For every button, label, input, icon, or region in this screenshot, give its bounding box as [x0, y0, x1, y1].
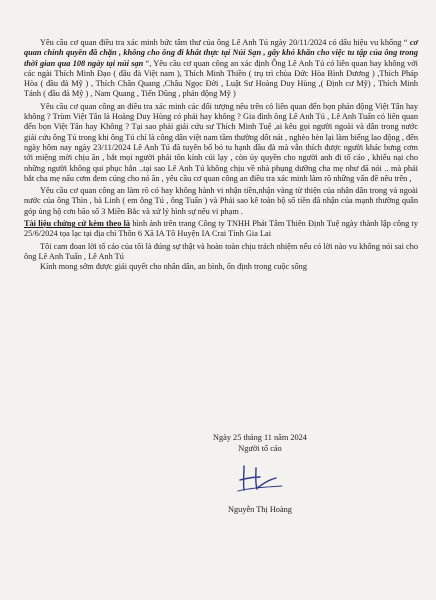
- evidence-text: hình ảnh trên trang Công ty TNHH Phát Tâm Thiên Định Tuệ ngày thành lập công ty 25/6/2024 tọa lạc tại địa chỉ Thôn 6 Xã IA Tô Huyện IA Crai Tỉnh Gia Lai: [24, 219, 418, 239]
- p1-quote: cơ quan chính quyền đã chặn , không cho ông đi khất thực tại Núi Sạn , gây khó khăn cho việc tu tập của ông trong thời gian qua 108 ngày tại núi sạn: [24, 38, 418, 68]
- paragraph-2: Yêu cầu cơ quan công an điều tra xác minh các đối tượng nêu trên có liên quan đến bọn phản động Việt Tân hay không ? Trùm Việt Tân là Hoàng Duy Hùng có phải hay không ? Gia đình ông Lê Anh Tú , Lê Anh Tuấn có liên quan đến bọn Việt Tân hay Không ? Tại sao phải giải cứu sư Thích Minh Tuệ ,ai kêu gọi người ngoài và dân trong nước giải cứu ông Tú trong khi ông Tú chỉ là công dân việt nam tầm thường dốt nát , nghèo hèn lại làm biếng lao động , đến ngày hôm nay ngày 23/11/2024 Lê Anh Tú đã tuyên bố bỏ tu hạnh đầu đà mà vẫn thích được người khác bưng cơm tới miệng mời chịu ăn , bắt mọi người phải tôn kính cúi lạy , còn ủy quyền cho người anh đi tố cáo , khiếu nại cho những người không qui phục hắn ..tại sao Lê Anh Tú không chịu về nhà phụng dưỡng cha mẹ như đã nói .. mà phải bắt cha mẹ nấu cơm đem cúng cho nó ăn , yêu cầu cơ quan công an điều tra xác minh làm rõ những vấn đề nêu trên ,: [24, 101, 418, 183]
- paragraph-4: [24, 219, 418, 240]
- signature-block: [170, 432, 350, 515]
- handwritten-signature: [230, 458, 290, 498]
- signature-icon: [230, 458, 290, 498]
- paragraph-3: Yêu cầu cơ quan công an làm rõ có hay không hành vi nhận tiền,nhận vàng từ thiện của nhân dân trong và ngoài nước của ông Thìn , bà Linh ( em ông Tú , ông Tuấn ) và Phái sao kê toàn bộ số tiền đã nhận của mạnh thường quân góp ủng hộ cơn bão số 3 Miền Bắc và xử lý hình sự nếu vi phạm .: [24, 186, 418, 216]
- p1-text-c: “, Yêu cầu cơ quan công an xác định Ông Lê Anh Tú có liên quan hay không với các ngài Thích Minh Đạo ( đầu đà Việt nam ), Thích Minh Thiền ( trụ trì chùa Đức Hòa Bình Dương ) ,Thích Pháp Hòa ( đầu đà Mỹ ) , Thích Chân Quang ,Châu Ngọc Đời , Luật Sư Hoàng Duy Hùng ,( Định cư Mỹ) , Thích Minh Tánh ( đầu đà Mỹ ) , Nam Quang , Tiến Dũng , phản động Mỹ ): [24, 58, 418, 99]
- paragraph-6: Kính mong sớm được giải quyết cho nhân dân, an bình, ổn định trong cuộc sống: [40, 262, 307, 272]
- paragraph-1: [24, 38, 418, 100]
- signature-label: Người tố cáo: [238, 444, 282, 453]
- signature-date: Ngày 25 tháng 11 năm 2024: [213, 433, 307, 442]
- signer-name: Nguyễn Thị Hoàng: [228, 505, 292, 514]
- paragraph-5: Tôi cam đoan lời tố cáo của tôi là đúng sự thật và hoàn toàn chịu trách nhiệm nếu có lời nào vu khống nói sai cho ông Lê Anh Tuấn , Lê Anh Tú: [24, 241, 418, 261]
- p1-text-a: Yêu cầu cơ quan điều tra xác minh bức tâm thư của ông Lê Anh Tú ngày 20/11/2024 có dấu hiệu vu khống “: [40, 38, 408, 47]
- evidence-label: Tài liệu chứng cứ kèm theo là: [24, 219, 131, 229]
